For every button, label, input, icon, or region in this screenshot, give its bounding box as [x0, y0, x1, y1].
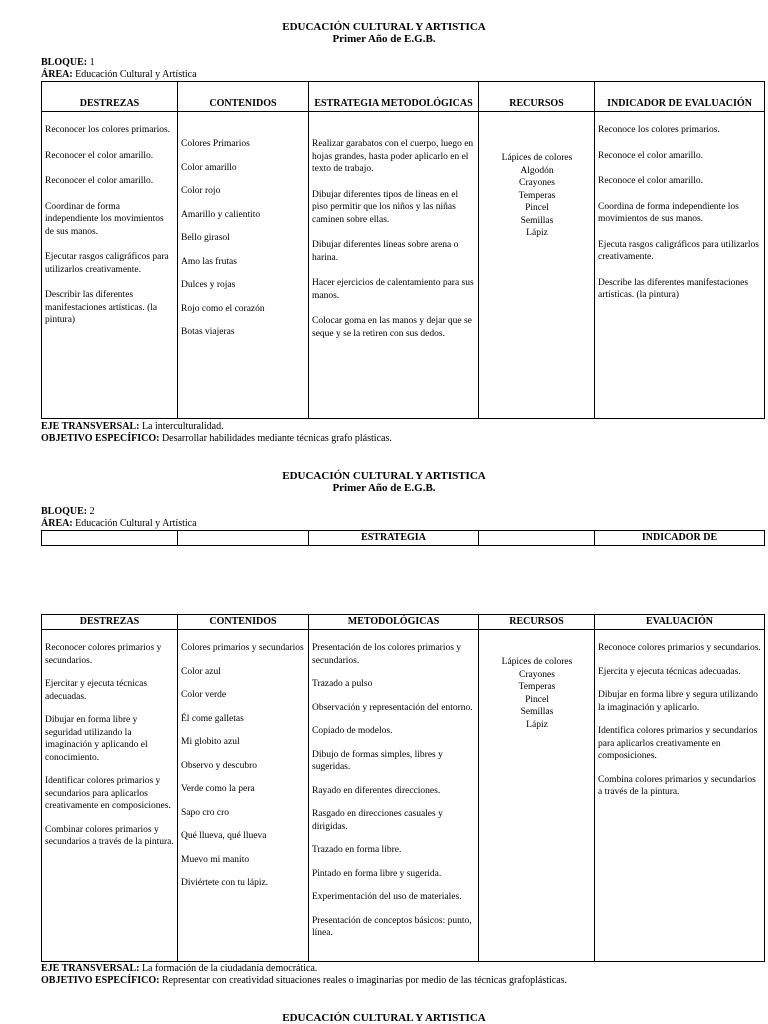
contenidos-cell [178, 630, 309, 962]
section2-area [41, 518, 197, 529]
header-contenidos: CONTENIDOS [178, 615, 309, 630]
header-evaluacion: EVALUACIÓN [595, 615, 765, 630]
indicador-item: Ejecuta rasgos caligráficos para utilizarlos creativamente. [598, 239, 759, 262]
recurso-item: Semillas [520, 707, 554, 717]
recurso-item: Crayones [519, 178, 555, 188]
estrategia-item: Trazado en forma libre. [312, 845, 402, 855]
header-recursos: RECURSOS [479, 615, 595, 630]
estrategia-item: Presentación de los colores primarios y secundarios. [312, 643, 462, 666]
estrategia-item: Dibujar diferentes tipos de líneas en el piso permitir que los niños y las niñas caminen sobre ellas. [312, 189, 459, 225]
estrategia-item: Hacer ejercicios de calentamiento para sus manos. [312, 278, 474, 301]
indicador-item: Reconoce el color amarillo. [598, 176, 703, 186]
bloque-value: 2 [87, 506, 95, 517]
destreza-item: Reconocer el color amarillo. [45, 150, 154, 161]
section2-top-header [41, 530, 765, 546]
objetivo-value: Representar con creatividad situaciones reales o imaginarias por medio de las técnicas grafoplásticas. [159, 975, 568, 986]
indicador-item: Combina colores primarios y secundarios a través de la pintura. [598, 774, 756, 797]
estrategia-item: Observación y representación del entorno. [312, 702, 473, 713]
section1-bloque [41, 57, 95, 68]
estrategia-item: Dibujar diferentes líneas sobre arena o harina. [312, 240, 459, 263]
estrategia-item: Realizar garabatos con el cuerpo, luego en hojas grandes, hasta poder aplicarlo en el texto de trabajo. [312, 139, 474, 174]
section2-table [41, 614, 765, 962]
estrategia-item: Rasgado en direcciones casuales y dirigidas. [312, 809, 443, 832]
estrategias-cell [309, 630, 479, 962]
contenido-item: Mi globito azul [181, 737, 240, 747]
estrategia-item: Pintado en forma libre y sugerida. [312, 868, 442, 879]
recurso-item: Semillas [520, 215, 554, 226]
estrategia-item: Copiado de modelos. [312, 726, 393, 736]
destreza-item: Combinar colores primarios y secundarios a través de la pintura. [45, 824, 174, 847]
contenido-item: Sapo cro cro [181, 807, 230, 818]
bloque-label: BLOQUE: [41, 506, 88, 517]
header-destrezas: DESTREZAS [42, 615, 178, 630]
destreza-item: Describir las diferentes manifestaciones artísticas. (la pintura) [45, 290, 158, 325]
estrategia-item: Rayado en diferentes direcciones. [312, 785, 441, 796]
top-header-indicador: INDICADOR DE [595, 531, 765, 546]
contenido-item: Color amarillo [181, 162, 237, 173]
contenido-item: Verde como la pera [181, 784, 255, 794]
objetivo-label: OBJETIVO ESPECÍFICO: [41, 433, 160, 444]
indicador-item: Coordina de forma independiente los movimientos de sus manos. [598, 201, 739, 224]
top-header-blank [42, 531, 178, 546]
contenidos-cell [178, 112, 309, 419]
indicador-item: Reconoce los colores primarios. [598, 125, 720, 135]
recurso-item: Lápiz [526, 719, 548, 730]
bloque-value: 1 [87, 57, 95, 68]
top-header-blank [479, 531, 595, 546]
objetivo-value: Desarrollar habilidades mediante técnicas grafo plásticas. [159, 433, 392, 444]
contenido-item: Él come galletas [181, 713, 244, 724]
recurso-item: Algodón [520, 165, 554, 176]
recurso-item: Pincel [525, 203, 549, 213]
contenido-item: Amo las frutas [181, 256, 237, 267]
section1-table [41, 81, 765, 419]
section1-eje [41, 421, 224, 432]
contenido-item: Botas viajeras [181, 327, 235, 337]
recurso-item: Crayones [519, 669, 555, 680]
indicador-item: Describe las diferentes manifestaciones artísticas. (la pintura) [598, 277, 749, 300]
area-label: ÁREA: [41, 69, 73, 80]
recurso-item: Temperas [518, 682, 556, 692]
contenido-item: Color verde [181, 690, 227, 700]
section1-area [41, 69, 197, 80]
header-metodologicas: METODOLÓGICAS [309, 615, 479, 630]
area-value: Educación Cultural y Artística [72, 518, 197, 529]
eje-label: EJE TRANSVERSAL: [41, 421, 140, 432]
destreza-item: Reconocer colores primarios y secundarios. [45, 643, 162, 666]
estrategia-item: Trazado a pulso [312, 679, 373, 689]
contenido-item: Muevo mi manito [181, 854, 250, 865]
eje-value: La formación de la ciudadanía democrática. [139, 963, 318, 974]
contenido-item: Qué llueva, qué llueva [181, 831, 267, 841]
destreza-item: Reconocer el color amarillo. [45, 176, 154, 186]
destreza-item: Ejercitar y ejecuta técnicas adecuadas. [45, 679, 148, 702]
estrategias-cell [309, 112, 479, 419]
section1-subtitle: Primer Año de E.G.B. [332, 33, 436, 45]
indicador-item: Reconoce colores primarios y secundarios. [598, 643, 761, 653]
top-header-blank [178, 531, 309, 546]
estrategia-item: Experimentación del uso de materiales. [312, 892, 462, 902]
indicadores-cell [595, 630, 765, 962]
indicador-item: Identifica colores primarios y secundarios para aplicarlos creativamente en composiciones. [598, 726, 758, 761]
recurso-item: Pincel [525, 694, 549, 705]
destreza-item: Dibujar en forma libre y seguridad utilizando la imaginación y aplicando el conocimiento. [45, 715, 148, 763]
section2-eje [41, 963, 317, 974]
recurso-item: Lápices de colores [501, 153, 573, 163]
contenido-item: Bello girasol [181, 233, 230, 243]
destreza-item: Ejecutar rasgos caligráficos para utilizarlos creativamente. [45, 252, 169, 275]
header-indicador: INDICADOR DE EVALUACIÓN [595, 82, 765, 112]
indicador-item: Reconoce el color amarillo. [598, 150, 703, 161]
contenido-item: Observo y descubro [181, 760, 257, 771]
eje-label: EJE TRANSVERSAL: [41, 963, 140, 974]
contenido-item: Diviértete con tu lápiz. [181, 878, 269, 888]
area-label: ÁREA: [41, 518, 73, 529]
estrategia-item: Colocar goma en las manos y dejar que se seque y se la retiren con sus dedos. [312, 316, 472, 339]
contenido-item: Color azul [181, 666, 221, 677]
section2-bloque [41, 506, 95, 517]
indicador-item: Ejercita y ejecuta técnicas adecuadas. [598, 666, 741, 677]
contenido-item: Colores Primarios [181, 139, 250, 149]
header-contenidos: CONTENIDOS [178, 82, 309, 112]
contenido-item: Dulces y rojas [181, 280, 236, 290]
estrategia-item: Presentación de conceptos básicos: punto, línea. [312, 915, 472, 938]
recurso-item: Temperas [518, 190, 556, 201]
destrezas-cell [42, 112, 178, 419]
indicadores-cell [595, 112, 765, 419]
section2-objetivo [41, 975, 567, 986]
objetivo-label: OBJETIVO ESPECÍFICO: [41, 975, 160, 986]
header-estrategia: ESTRATEGIA METODOLÓGICAS [309, 82, 479, 112]
estrategia-item: Dibujo de formas simples, libres y sugeridas. [312, 749, 443, 772]
header-recursos: RECURSOS [479, 82, 595, 112]
contenido-item: Rojo como el corazón [181, 303, 265, 314]
destreza-item: Reconocer los colores primarios. [45, 125, 171, 135]
contenido-item: Colores primarios y secundarios [181, 643, 304, 653]
destrezas-cell [42, 630, 178, 962]
top-header-estrategia: ESTRATEGIA [309, 531, 479, 546]
section2-title: EDUCACIÓN CULTURAL Y ARTISTICA [282, 470, 486, 482]
bloque-label: BLOQUE: [41, 57, 88, 68]
section1-objetivo [41, 433, 392, 444]
recursos-cell [479, 630, 595, 962]
recurso-item: Lápiz [526, 228, 548, 238]
section3-title: EDUCACIÓN CULTURAL Y ARTISTICA [282, 1012, 486, 1024]
indicador-item: Dibujar en forma libre y segura utilizando la imaginación y aplicarlo. [598, 690, 758, 713]
area-value: Educación Cultural y Artística [72, 69, 197, 80]
recurso-item: Lápices de colores [501, 657, 573, 667]
contenido-item: Color rojo [181, 186, 221, 196]
contenido-item: Amarillo y calientito [181, 209, 261, 220]
section2-subtitle: Primer Año de E.G.B. [332, 482, 436, 494]
section1-title: EDUCACIÓN CULTURAL Y ARTISTICA [282, 21, 486, 33]
header-destrezas: DESTREZAS [42, 82, 178, 112]
destreza-item: Coordinar de forma independiente los movimientos de sus manos. [45, 201, 164, 237]
eje-value: La interculturalidad. [139, 421, 224, 432]
destreza-item: Identificar colores primarios y secundarios para aplicarlos creativamente en composiciones. [45, 776, 171, 811]
recursos-cell [479, 112, 595, 419]
